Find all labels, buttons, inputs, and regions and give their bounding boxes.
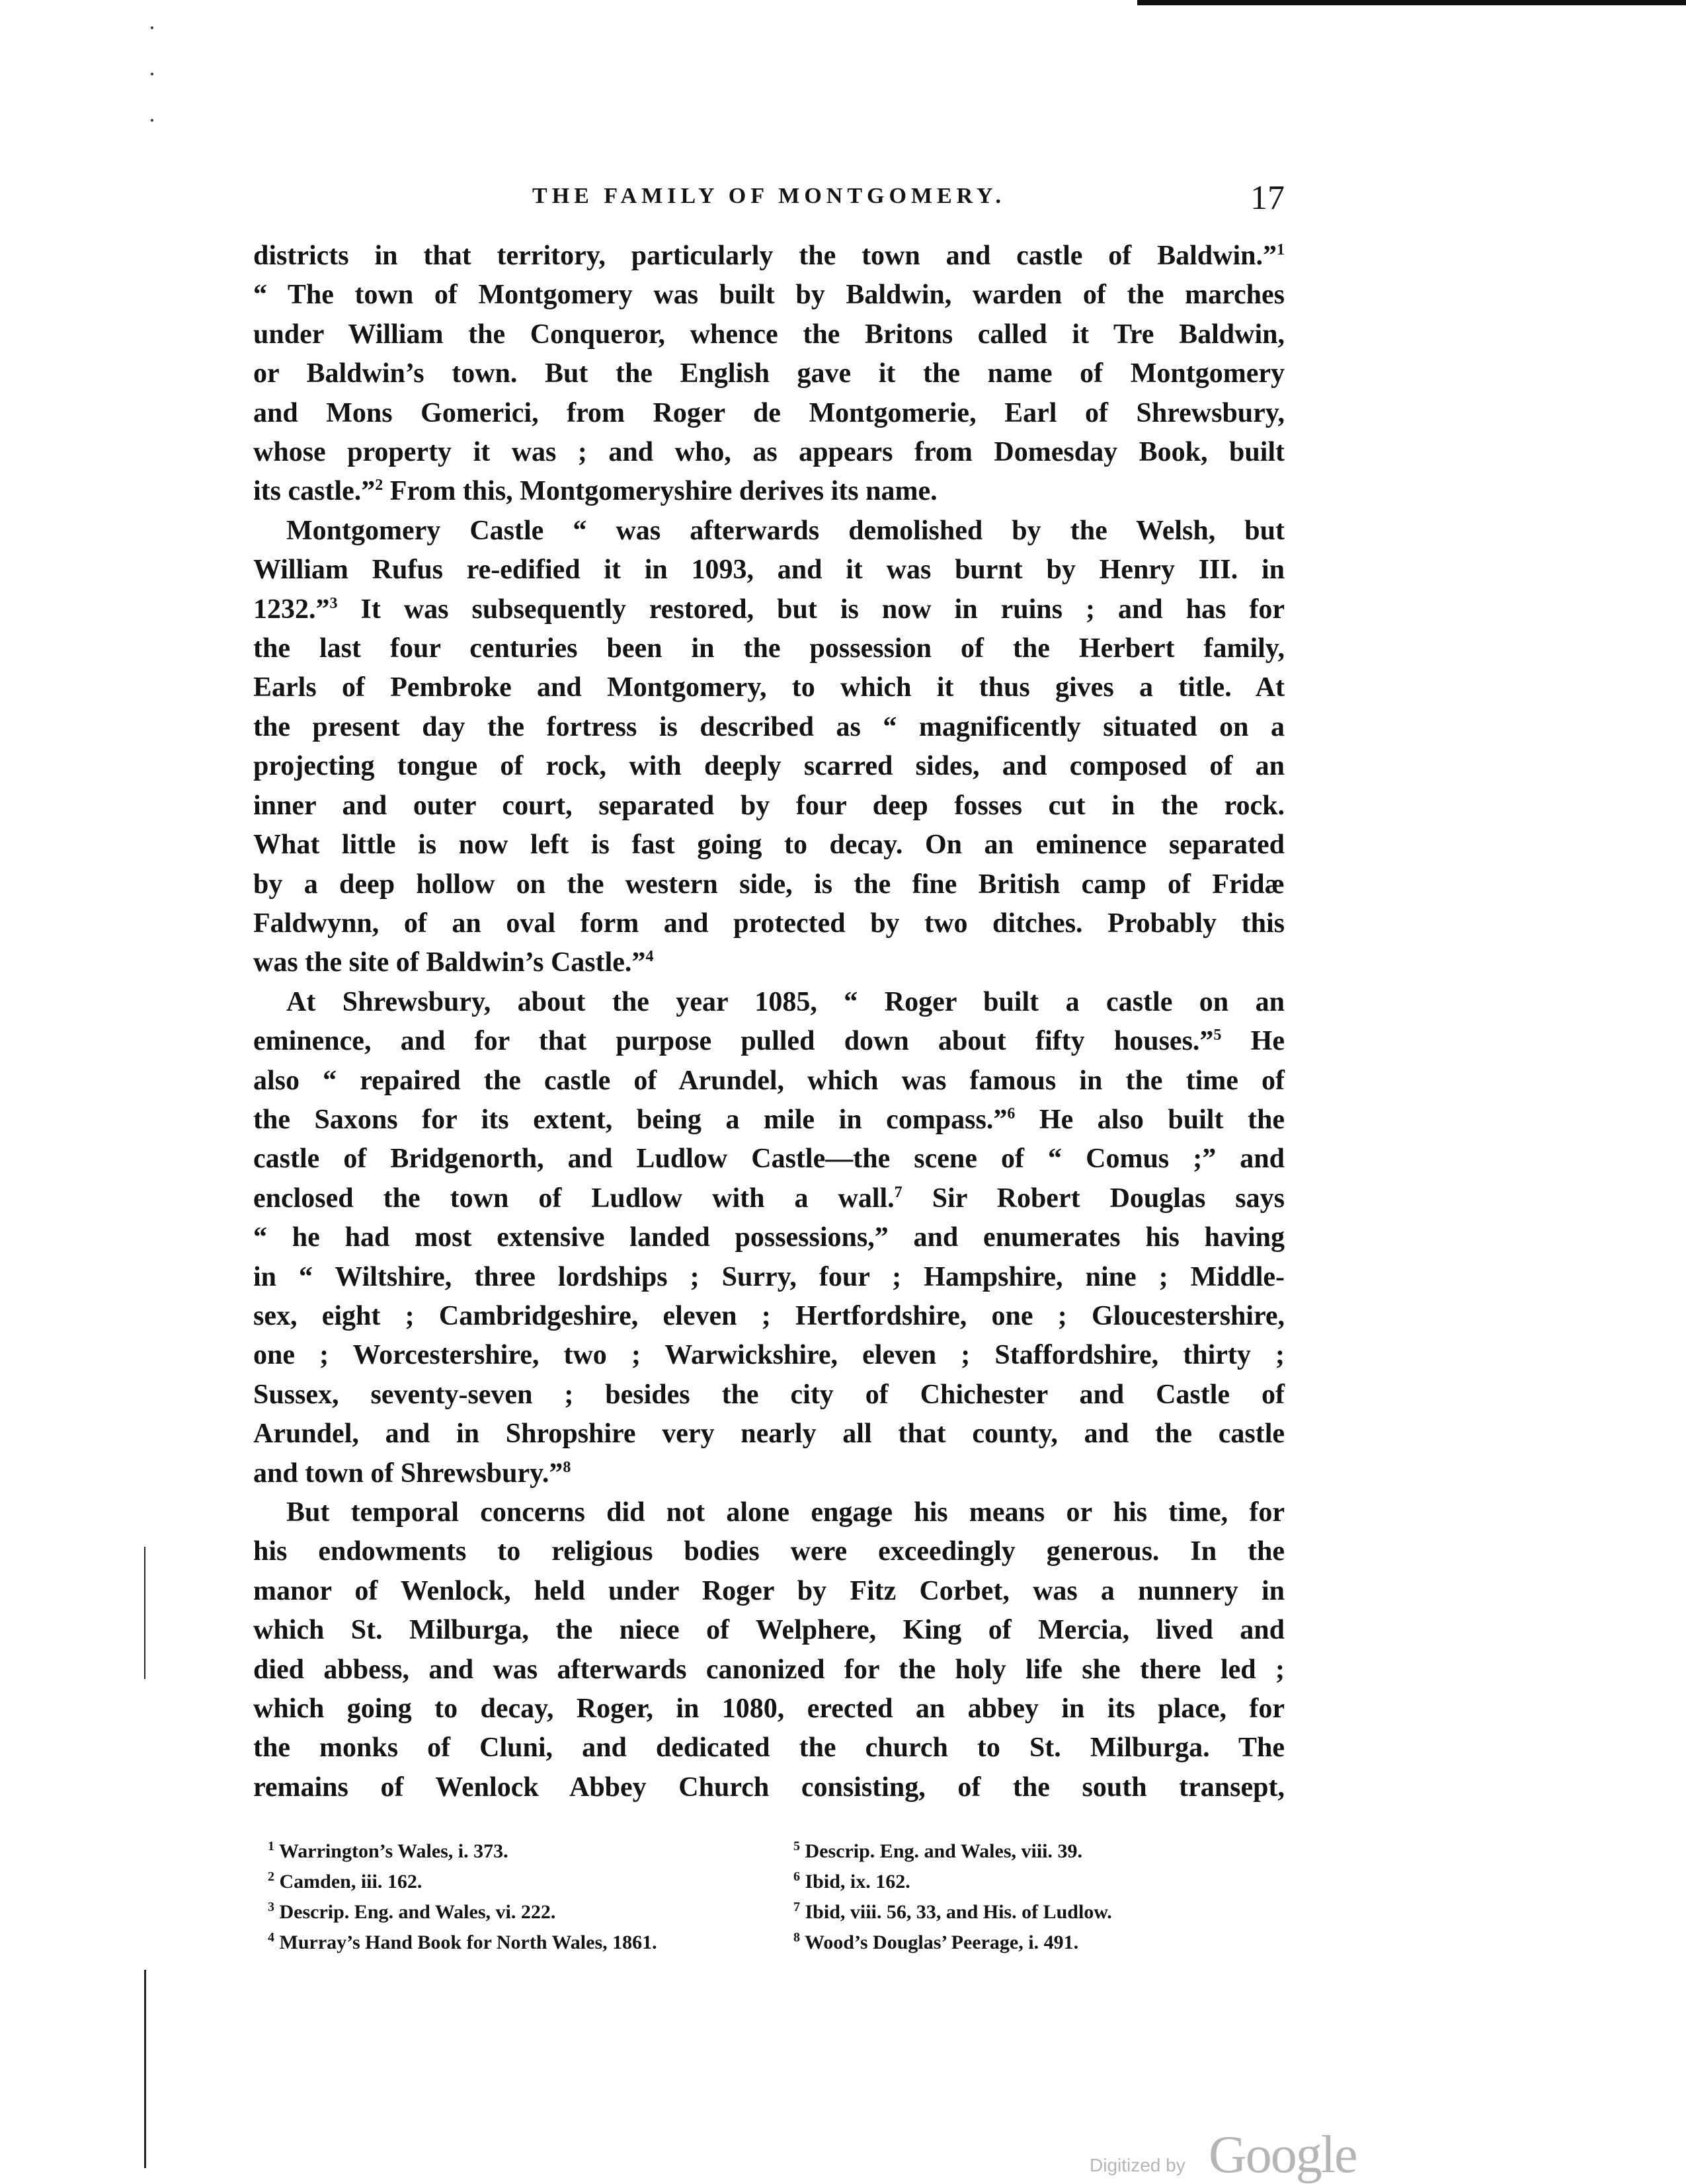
text-line: projecting tongue of rock, with deeply scarred sides, and composed of an bbox=[253, 751, 1285, 782]
footnote: $^5$ Descrip. Eng. and Wales, viii. 39. bbox=[793, 1839, 1083, 1862]
footnote: $^8$ Wood’s Douglas’ Peerage, i. 491. bbox=[793, 1930, 1079, 1953]
text-line: Arundel, and in Shropshire very nearly all that county, and the castle bbox=[253, 1419, 1285, 1450]
text-line: “ The town of Montgomery was built by Baldwin, warden of the marches bbox=[253, 280, 1285, 311]
text-line: 1232.”$^3$ It was subsequently restored, but is now in ruins ; and has for bbox=[253, 594, 1285, 625]
text-line: At Shrewsbury, about the year 1085, “ Roger built a castle on an bbox=[286, 986, 1285, 1017]
digitized-by-google-watermark bbox=[1090, 2126, 1381, 2184]
text-line: Montgomery Castle “ was afterwards demolished by the Welsh, but bbox=[286, 515, 1285, 546]
text-line: one ; Worcestershire, two ; Warwickshire, eleven ; Staffordshire, thirty ; bbox=[253, 1340, 1285, 1371]
text-line: the monks of Cluni, and dedicated the church to St. Milburga. The bbox=[253, 1733, 1285, 1764]
text-line: died abbess, and was afterwards canonized for the holy life she there led ; bbox=[253, 1654, 1285, 1685]
text-line: and town of Shrewsbury.”$^8$ bbox=[253, 1458, 571, 1489]
footnote: $^7$ Ibid, viii. 56, 33, and His. of Ludlow. bbox=[793, 1900, 1112, 1923]
footnote: $^1$ Warrington’s Wales, i. 373. bbox=[268, 1839, 508, 1862]
paragraph-3 bbox=[253, 983, 1285, 1493]
text-line: remains of Wenlock Abbey Church consisting, of the south transept, bbox=[253, 1772, 1285, 1803]
text-line: districts in that territory, particularly the town and castle of Baldwin.”$^1$ bbox=[253, 241, 1285, 271]
text-line: under William the Conqueror, whence the Britons called it Tre Baldwin, bbox=[253, 319, 1285, 350]
text-line: enclosed the town of Ludlow with a wall.$^7$ Sir Robert Douglas says bbox=[253, 1183, 1285, 1214]
footnote: $^4$ Murray’s Hand Book for North Wales, 1861. bbox=[268, 1930, 657, 1953]
text-line: by a deep hollow on the western side, is the fine British camp of Fridæ bbox=[253, 869, 1285, 900]
text-line: sex, eight ; Cambridgeshire, eleven ; Hertfordshire, one ; Gloucestershire, bbox=[253, 1300, 1285, 1331]
body-text bbox=[253, 237, 1285, 1807]
text-line: What little is now left is fast going to decay. On an eminence separated bbox=[253, 830, 1285, 861]
paragraph-1 bbox=[253, 237, 1285, 512]
text-line: was the site of Baldwin’s Castle.”$^4$ bbox=[253, 947, 654, 978]
text-line: the Saxons for its extent, being a mile in compass.”$^6$ He also built the bbox=[253, 1104, 1285, 1135]
google-logo-text: Google bbox=[1209, 2126, 1357, 2184]
text-line: whose property it was ; and who, as appears from Domesday Book, built bbox=[253, 437, 1285, 468]
footnotes-left-column bbox=[268, 1836, 770, 1958]
footnote: $^2$ Camden, iii. 162. bbox=[268, 1869, 422, 1892]
text-line: “ he had most extensive landed possessions,” and enumerates his having bbox=[253, 1222, 1285, 1253]
paragraph-4 bbox=[253, 1493, 1285, 1807]
footnotes-right-column bbox=[793, 1836, 1296, 1958]
scan-speck bbox=[151, 26, 153, 29]
text-line: or Baldwin’s town. But the English gave it the name of Montgomery bbox=[253, 358, 1285, 389]
page-number: 17 bbox=[1250, 179, 1285, 217]
running-head: THE FAMILY OF MONTGOMERY. bbox=[532, 184, 1006, 208]
text-line: the present day the fortress is described as “ magnificently situated on a bbox=[253, 711, 1285, 742]
text-line: in “ Wiltshire, three lordships ; Surry, four ; Hampshire, nine ; Middle- bbox=[253, 1261, 1285, 1292]
text-line: which St. Milburga, the niece of Welphere, King of Mercia, lived and bbox=[253, 1615, 1285, 1646]
footnote: $^6$ Ibid, ix. 162. bbox=[793, 1869, 910, 1892]
scan-edge-line bbox=[144, 1547, 145, 1679]
text-line: eminence, and for that purpose pulled down about fifty houses.”$^5$ He bbox=[253, 1026, 1285, 1057]
scan-speck bbox=[151, 73, 153, 75]
text-line: which going to decay, Roger, in 1080, erected an abbey in its place, for bbox=[253, 1694, 1285, 1725]
scan-speck bbox=[151, 119, 153, 122]
footnote: $^3$ Descrip. Eng. and Wales, vi. 222. bbox=[268, 1900, 556, 1923]
text-line: castle of Bridgenorth, and Ludlow Castle—the scene of “ Comus ;” and bbox=[253, 1144, 1285, 1175]
text-line: Faldwynn, of an oval form and protected by two ditches. Probably this bbox=[253, 908, 1285, 939]
page-header bbox=[253, 178, 1285, 218]
text-line: William Rufus re-edified it in 1093, and it was burnt by Henry III. in bbox=[253, 555, 1285, 586]
top-scan-rule bbox=[1137, 0, 1686, 5]
paragraph-2 bbox=[253, 512, 1285, 983]
text-line: But temporal concerns did not alone engage his means or his time, for bbox=[286, 1497, 1285, 1528]
text-line: and Mons Gomerici, from Roger de Montgomerie, Earl of Shrewsbury, bbox=[253, 397, 1285, 428]
scan-edge-line bbox=[144, 1970, 146, 2168]
text-line: Sussex, seventy-seven ; besides the city of Chichester and Castle of bbox=[253, 1379, 1285, 1410]
text-line: inner and outer court, separated by four deep fosses cut in the rock. bbox=[253, 790, 1285, 821]
text-line: his endowments to religious bodies were exceedingly generous. In the bbox=[253, 1536, 1285, 1567]
text-line: manor of Wenlock, held under Roger by Fitz Corbet, was a nunnery in bbox=[253, 1575, 1285, 1606]
watermark-small-text: Digitized by bbox=[1090, 2155, 1185, 2175]
text-line: Earls of Pembroke and Montgomery, to which it thus gives a title. At bbox=[253, 672, 1285, 703]
text-line: also “ repaired the castle of Arundel, which was famous in the time of bbox=[253, 1065, 1285, 1096]
text-line: its castle.”$^2$ From this, Montgomeryshire derives its name. bbox=[253, 476, 938, 507]
text-line: the last four centuries been in the possession of the Herbert family, bbox=[253, 633, 1285, 664]
